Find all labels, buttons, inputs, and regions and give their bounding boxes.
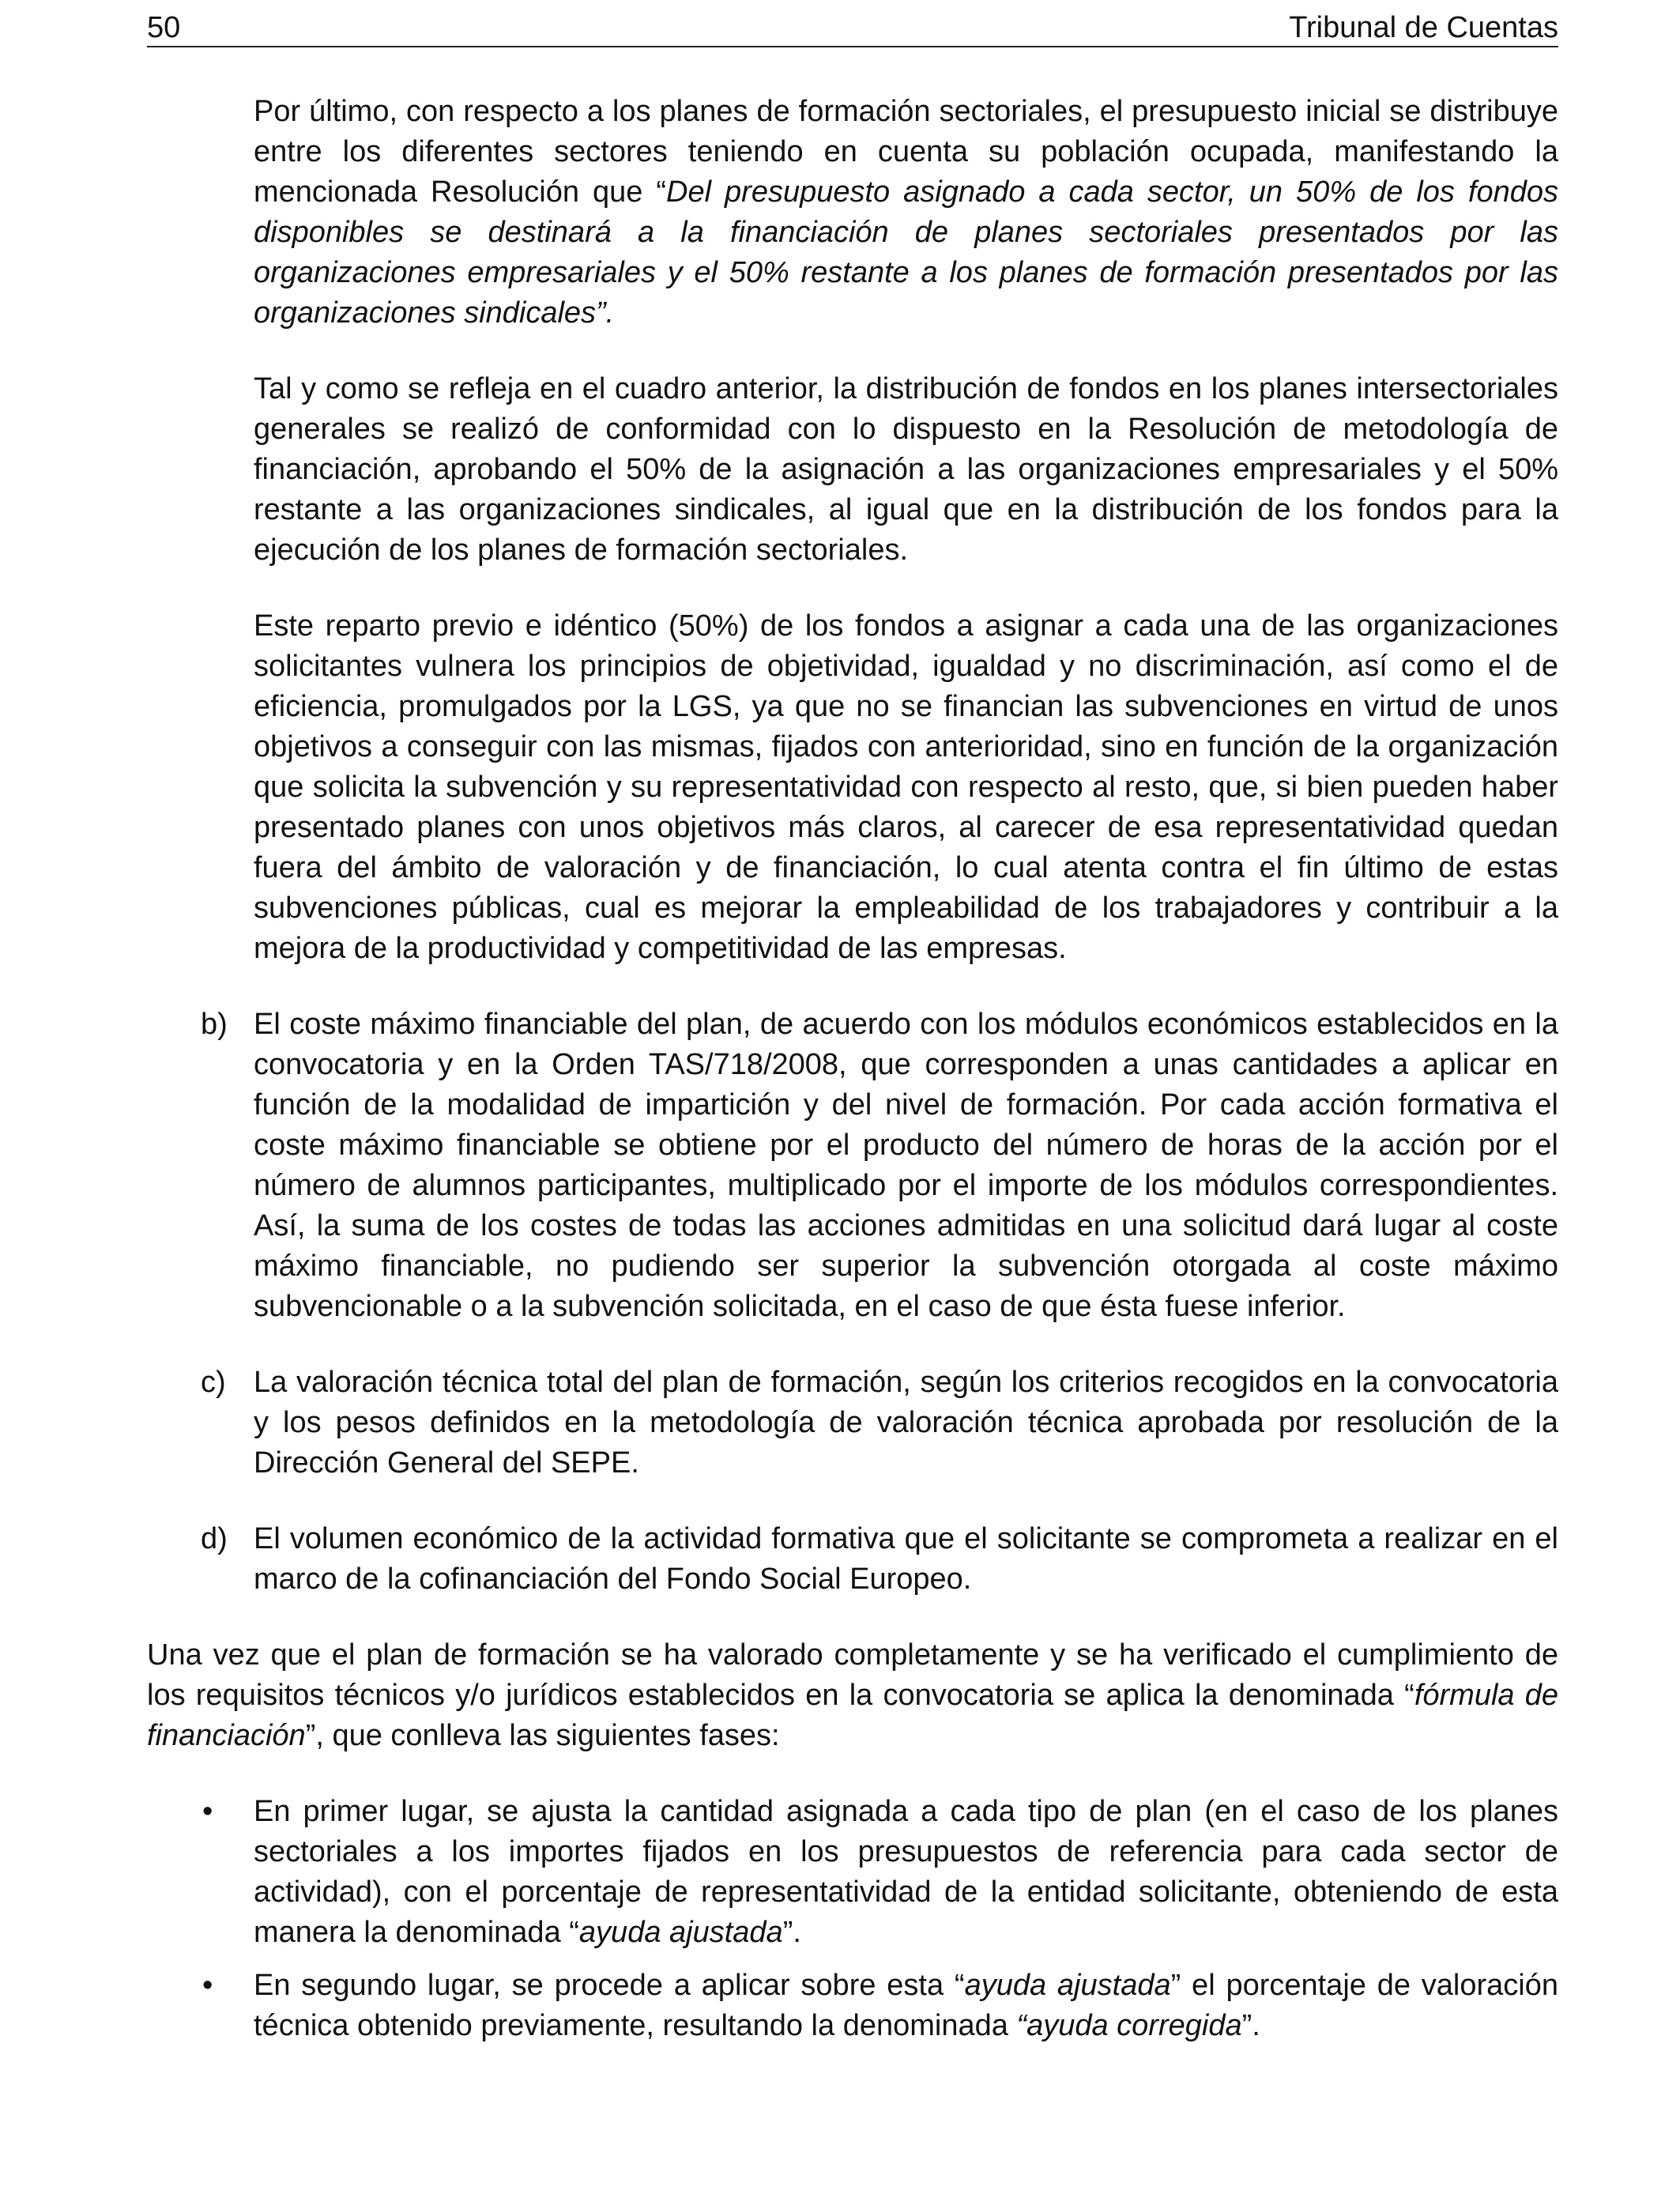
list-item-d xyxy=(147,1519,1558,1600)
list-marker: d) xyxy=(201,1522,228,1555)
list-item-text: El volumen económico de la actividad formativa que el solicitante se comprometa a realizar en el marco de la cofinanciación del Fondo Social Europeo. xyxy=(254,1522,1558,1596)
paragraph-prior-allocation: Este reparto previo e idéntico (50%) de los fondos a asignar a cada una de las organizaciones solicitantes vulnera los principios de objetividad, igualdad y no discriminación, así como el de eficiencia, promulgados por la LGS, ya que no se financian las subvenciones en virtud de unos objetivos a conseguir con las mismas, fijados con anterioridad, sino en función de la organización que solicita la subvención y su representatividad con respecto al resto, que, si bien pueden haber presentado planes con unos objetivos más claros, al carecer de esa representatividad quedan fuera del ámbito de valoración y de financiación, lo cual atenta contra el fin último de estas subvenciones públicas, cual es mejorar la empleabilidad de los trabajadores y contribuir a la mejora de la productividad y competitividad de las empresas. xyxy=(254,609,1558,965)
list-item-text: La valoración técnica total del plan de formación, según los criterios recogidos en la convocatoria y los pesos definidos en la metodología de valoración técnica aprobada por resolución de la Dirección General del SEPE. xyxy=(254,1366,1558,1480)
bullet-item-corrected-aid xyxy=(147,1966,1558,2046)
bullet-icon: • xyxy=(202,1969,213,2002)
bullet-item-text: En segundo lugar, se procede a aplicar sobre esta “ayuda ajustada” el porcentaje de valoración técnica obtenido previamente, resultando la denominada “ayuda corregida”. xyxy=(254,1969,1558,2042)
paragraph-intersectoral-distribution: Tal y como se refleja en el cuadro anterior, la distribución de fondos en los planes intersectoriales generales se realizó de conformidad con lo dispuesto en la Resolución de metodología de financiación, aprobando el 50% de la asignación a las organizaciones empresariales y el 50% restante a las organizaciones sindicales, al igual que en la distribución de los fondos para la ejecución de los planes de formación sectoriales. xyxy=(254,372,1558,567)
list-item-text: El coste máximo financiable del plan, de acuerdo con los módulos económicos establecidos en la convocatoria y en la Orden TAS/718/2008, que corresponden a unas cantidades a aplicar en función de la modalidad de impartición y del nivel de formación. Por cada acción formativa el coste máximo financiable se obtiene por el producto del número de horas de la acción por el número de alumnos participantes, multiplicado por el importe de los módulos correspondientes. Así, la suma de los costes de todas las acciones admitidas en una solicitud dará lugar al coste máximo financiable, no pudiendo ser superior la subvención otorgada al coste máximo subvencionable o a la subvención solicitada, en el caso de que ésta fuese inferior. xyxy=(254,1008,1558,1323)
quote-resolution: Del presupuesto asignado a cada sector, un 50% de los fondos disponibles se destinará a la financiación de planes sectoriales presentados por las organizaciones empresariales y el 50% restante a los planes de formación presentados por las organizaciones sindicales”. xyxy=(254,175,1558,330)
bullet-item-text: En primer lugar, se ajusta la cantidad asignada a cada tipo de plan (en el caso de los planes sectoriales a los importes fijados en los presupuestos de referencia para cada sector de actividad), con el porcentaje de representatividad de la entidad solicitante, obteniendo de esta manera la denominada “ayuda ajustada”. xyxy=(254,1795,1558,1949)
paragraph-financing-formula: Una vez que el plan de formación se ha valorado completamente y se ha verificado el cumplimiento de los requisitos técnicos y/o jurídicos establecidos en la convocatoria se aplica la denominada “fórmula de financiación”, que conlleva las siguientes fases: xyxy=(147,1638,1558,1752)
document-title: Tribunal de Cuentas xyxy=(1289,11,1558,44)
page-number: 50 xyxy=(147,11,181,44)
page-body xyxy=(147,92,1558,2059)
page-header xyxy=(147,9,1558,47)
list-marker: c) xyxy=(201,1366,226,1399)
list-item-b xyxy=(147,1005,1558,1327)
paragraph-sectoral-plans: Por último, con respecto a los planes de formación sectoriales, el presupuesto inicial se distribuye entre los diferentes sectores teniendo en cuenta su población ocupada, manifestando la mencionada Resolución que “Del presupuesto asignado a cada sector, un 50% de los fondos disponibles se destinará a la financiación de planes sectoriales presentados por las organizaciones empresariales y el 50% restante a los planes de formación presentados por las organizaciones sindicales”. xyxy=(254,95,1558,330)
list-item-c xyxy=(147,1363,1558,1483)
bullet-item-adjusted-aid xyxy=(147,1792,1558,1953)
bullet-icon: • xyxy=(202,1795,213,1828)
list-marker: b) xyxy=(201,1008,228,1041)
